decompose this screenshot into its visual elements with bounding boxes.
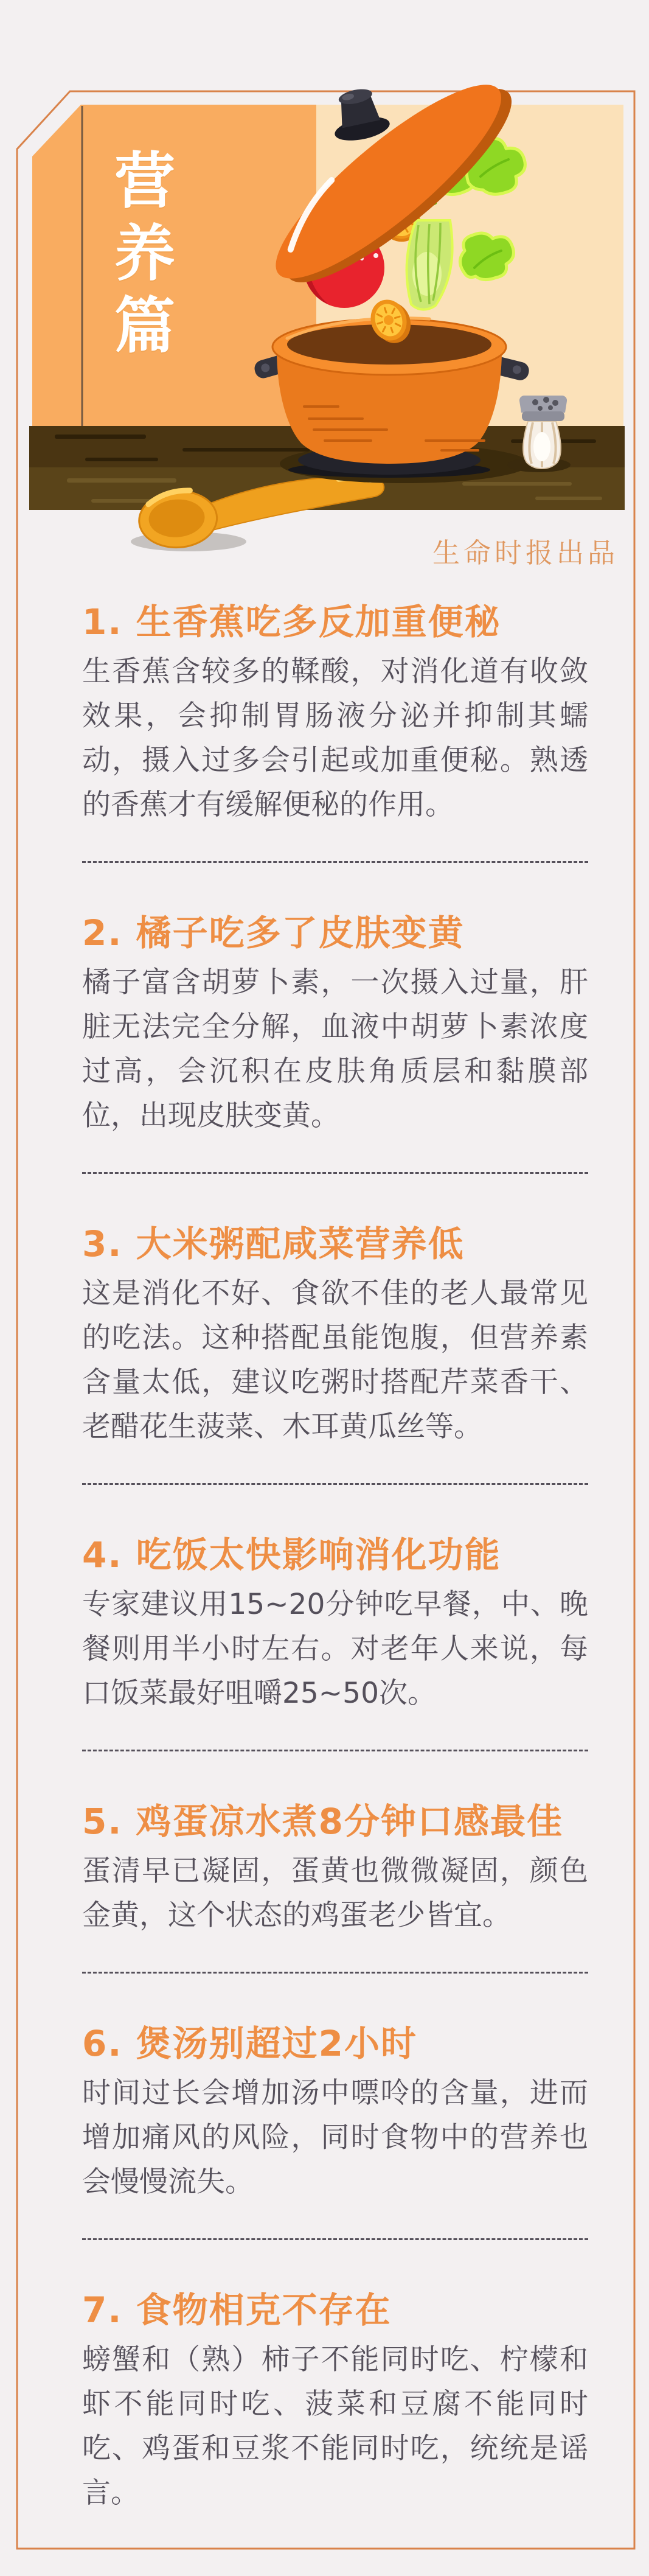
tip-body: 螃蟹和（熟）柿子不能同时吃、柠檬和虾不能同时吃、菠菜和豆腐不能同时吃、鸡蛋和豆浆不能同时吃，统统是谣言。 [82,2343,588,2510]
tip-heading: 2. 橘子吃多了皮肤变黄 [82,912,465,954]
tip-body: 这是消化不好、食欲不佳的老人最常见的吃法。这种搭配虽能饱腹，但营养素含量太低，建议吃粥时搭配芹菜香干、老醋花生菠菜、木耳黄瓜丝等。 [82,1277,588,1443]
tip-body: 时间过长会增加汤中嘌呤的含量，进而增加痛风的风险，同时食物中的营养也会慢慢流失。 [82,2076,588,2199]
dashed-divider [82,1483,588,1485]
tips-list [82,581,588,2515]
tip-section [82,1803,588,1938]
title-char: 篇 [114,290,175,361]
tip-heading: 1. 生香蕉吃多反加重便秘 [82,601,501,643]
tip-heading: 3. 大米粥配咸菜营养低 [82,1223,465,1265]
credit-text: 生命时报出品 [432,537,619,569]
tip-heading: 5. 鸡蛋凉水煮8分钟口感最佳 [82,1801,563,1842]
tip-heading: 6. 煲汤别超过2小时 [82,2023,417,2064]
tip-heading: 4. 吃饭太快影响消化功能 [82,1534,501,1576]
title-char: 养 [114,218,175,289]
tip-section [82,1225,588,1449]
dashed-divider [82,2238,588,2240]
tip-body: 专家建议用15~20分钟吃早餐，中、晚餐则用半小时左右。对老年人来说，每口饭菜最好咀嚼25~50次。 [82,1588,588,1710]
tip-section [82,914,588,1138]
tip-section [82,603,588,827]
tip-body: 蛋清早已凝固，蛋黄也微微凝固，颜色金黄，这个状态的鸡蛋老少皆宜。 [82,1854,588,1932]
dashed-divider [82,1972,588,1974]
dashed-divider [82,1750,588,1751]
kitchen-illustration [0,0,649,584]
tip-body: 生香蕉含较多的鞣酸，对消化道有收敛效果，会抑制胃肠液分泌并抑制其蠕动，摄入过多会引起或加重便秘。熟透的香蕉才有缓解便秘的作用。 [82,655,588,822]
title-char: 营 [114,145,175,217]
dashed-divider [82,861,588,863]
dashed-divider [82,1172,588,1174]
tip-section [82,1536,588,1716]
tip-section [82,2291,588,2515]
vertical-title [114,145,175,362]
tip-section [82,2025,588,2204]
tip-heading: 7. 食物相克不存在 [82,2289,392,2331]
tip-body: 橘子富含胡萝卜素，一次摄入过量，肝脏无法完全分解，血液中胡萝卜素浓度过高，会沉积在皮肤角质层和黏膜部位，出现皮肤变黄。 [82,966,588,1133]
